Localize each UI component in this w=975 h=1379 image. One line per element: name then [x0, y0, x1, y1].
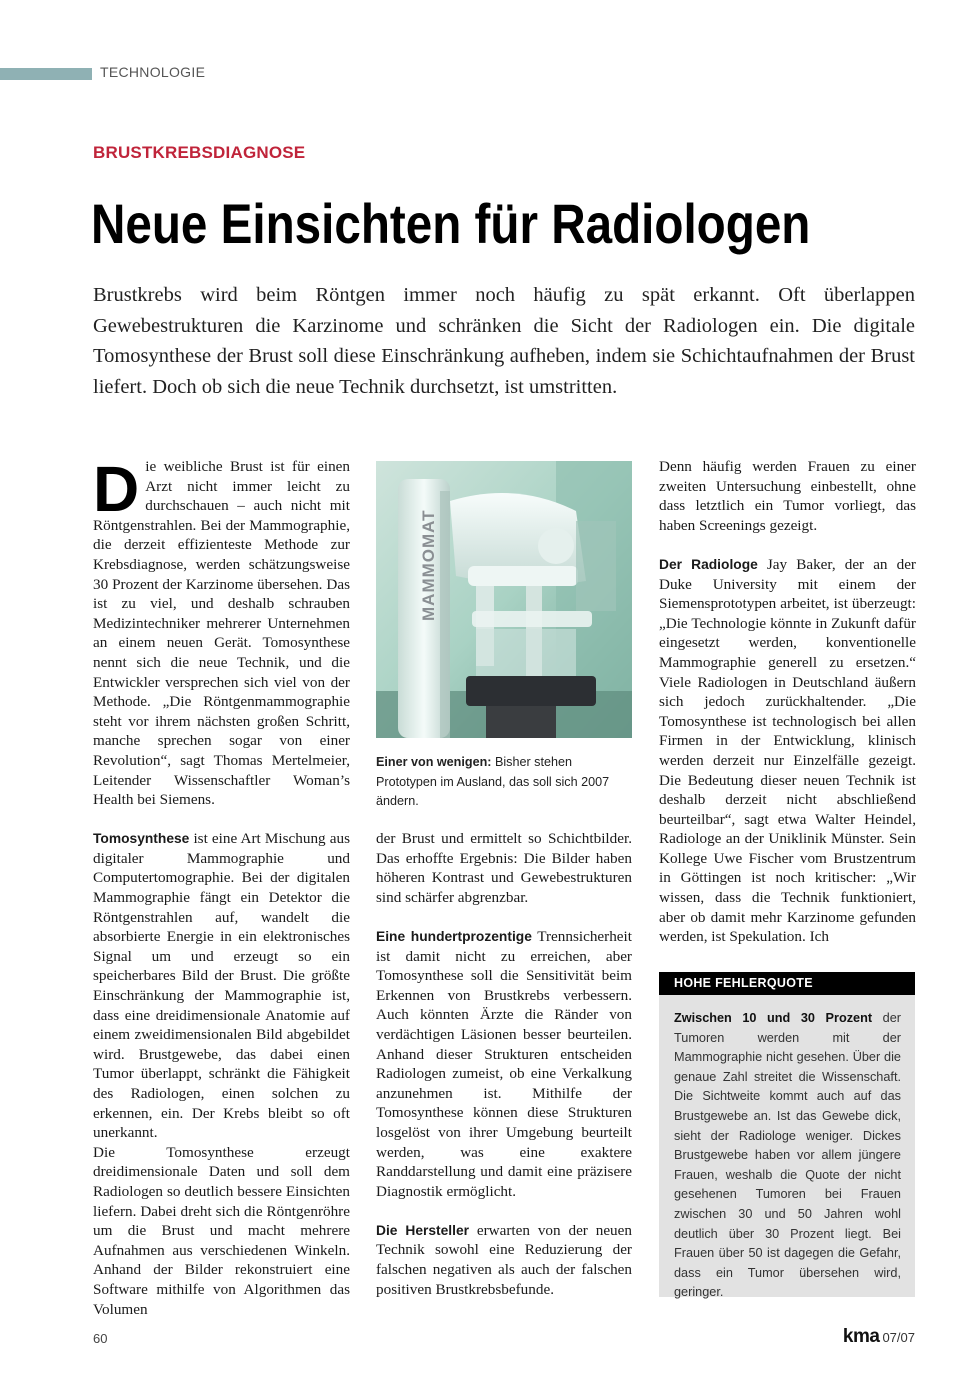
info-box-body: der Tumoren werden mit der Mammographie nicht gesehen. Über die genaue Zahl streitet die Wissenschaft. Die Sichtweite kommt auch auf das Brustgewebe an. Ist das Gewebe dick, sieht der Radiologe weniger. Dickes Brustgewebe haben vor allem jüngere Frauen, weshalb die Quote der nicht gesehenen Tumoren bei Frauen zwischen 30 und 50 Jahren wohl deutlich über 30 Prozent liegt. Bei Frauen über 50 ist dagegen die Gefahr, dass ein Tumor übersehen wird, geringer.	[674, 1011, 901, 1300]
paragraph: der Brust und ermittelt so Schichtbilder. Das erhoffte Ergebnis: Die Bilder haben höheren Kontrast und Gewebestrukturen sind schärfer abgrenzbar.	[376, 830, 632, 906]
article-kicker: BRUSTKREBSDIAGNOSE	[93, 143, 306, 162]
paragraph: Denn häufig werden Frauen zu einer zweiten Untersuchung einbestellt, ohne dass letztlich ein Tumor vorliegt, das haben Screenings gezeigt.	[659, 458, 916, 534]
magazine-footer	[843, 1326, 915, 1348]
paragraph	[93, 829, 350, 1143]
paragraph-lead-in: Der Radiologe	[659, 556, 758, 572]
caption-lead-in: Einer von wenigen:	[376, 755, 492, 769]
paragraph: Die Tomosynthese erzeugt dreidimensionale Daten und soll dem Radiologen so deutlich bessere Einsichten liefern. Dabei dreht sich die Röntgenröhre um die Brust und macht mehrere Aufnahmen aus verschiedenen Winkeln. Anhand der Bilder rekonstruiert eine Software mithilfe von Algorithmen das Volumen	[93, 1143, 350, 1318]
paragraph	[376, 1221, 632, 1299]
paragraph	[659, 555, 916, 947]
paragraph-text: erwarten von der neuen Technik sowohl eine Reduzierung der falschen negativen als auch der falschen positiven Brustkrebsbefunde.	[376, 1221, 632, 1298]
article-headline: Neue Einsichten für Radiologen	[91, 192, 811, 255]
paragraph-lead-in: Die Hersteller	[376, 1222, 470, 1238]
info-box-text	[659, 995, 915, 1303]
device-label: MAMMOMAT	[419, 509, 438, 621]
drop-cap: D	[93, 453, 140, 525]
caption-text: Bisher stehen Prototypen im Ausland, das soll sich 2007 ändern.	[376, 755, 610, 809]
paragraph-text: Jay Baker, der an der Duke University mit einem der Siemensprototypen arbeitet, ist überzeugt: „Die Technologie könnte in Zukunft dafür eingesetzt werden, konventionelle Mammographie generell zu ersetzen.“ Viele Radiologen in Deutschland äußern sich jedoch zurückhaltender. „Die Tomosynthese ist technologisch bei allen Firmen in der Entwicklung, klinisch werden derzeit nur Einzelfälle gezeigt. Die Bedeutung dieser neuen Technik ist deshalb derzeit nicht abschließend beurteilbar“, sagt etwa Walter Heindel, Radiologe an der Uniklinik Münster. Sein Kollege Uwe Fischer vom Brustzentrum in Göttingen ist noch kritischer: „Wir wissen, dass die Technik funktioniert, aber ob damit mehr Karzinome gefunden werden, ist Spekulation. Ich	[659, 555, 916, 946]
info-box-lead-in: Zwischen 10 und 30 Prozent	[674, 1011, 873, 1025]
photo-caption	[376, 753, 632, 812]
info-box-title: HOHE FEHLERQUOTE	[659, 972, 915, 995]
article-lead: Brustkrebs wird beim Röntgen immer noch häufig zu spät erkannt. Oft überlappen Gewebestrukturen die Karzinome und schränken die Sicht der Radiologen ein. Die digitale Tomosynthese der Brust soll diese Einschränkung aufheben, indem sie Schichtaufnahmen der Brust liefert. Doch ob sich die neue Technik durchsetzt, ist umstritten.	[93, 284, 915, 398]
info-box	[659, 972, 915, 1300]
paragraph	[376, 927, 632, 1201]
mammomat-photo	[376, 461, 632, 738]
text-column-1	[93, 453, 350, 1319]
paragraph-text: Trennsicherheit ist damit nicht zu erreichen, aber Tomosynthese soll die Sensitivität beim Erkennen von Brustkrebs verbessern. Auch könnten Ärzte die Ränder von verdächtigen Läsionen besser beurteilen. Anhand dieser Strukturen entscheiden Radiologen zumeist, ob eine Verkalkung anzunehmen ist. Mithilfe der Tomosynthese können diese Strukturen losgelöst von ihrer Umgebung beurteilt werden, was eine exaktere Randdarstellung und damit eine präzisere Diagnostik ermöglicht.	[376, 927, 632, 1200]
paragraph-text: ist eine Art Mischung aus digitaler Mammographie und Computertomographie. Bei der digitalen Mammographie fängt ein Detektor die Röntgenstrahlen auf, wandelt die absorbierte Energie in ein elektronisches Signal um und erzeugt so ein speicherbares Bild der Brust. Die größte Einschränkung der Mammographie ist, dass eine dreidimensionale Anatomie auf einem zweidimensionalen Bild abgebildet wird. Brustgewebe, das dabei einen Tumor überlappt, schränkt die Fähigkeit des Radiologen, einen solchen zu erkennen, ein. Der Krebs bleibt so oft unerkannt.	[93, 830, 350, 1142]
paragraph-lead-in: Eine hundertprozentige	[376, 928, 532, 944]
paragraph-text: ie weibliche Brust ist für einen Arzt nicht immer leicht zu durchschauen – auch nicht mit Röntgenstrahlen. Bei der Mammographie, die derzeit effizienteste Methode zur Krebsdiagnose, werden schätzungsweise 30 Prozent der Karzinome übersehen. Das ist zu viel, und deshalb schrauben Medizintechniker mehrerer Unternehmen an einem neuen Gerät. Tomosynthese nennt sich die neue Technik, und die Entwickler versprechen sich viel von der Methode. „Die Röntgenmammographie steht vor ihrem nächsten großen Schritt, manche sprechen sogar von einer Revolution“, sagt Thomas Mertelmeier, Leitender Wissenschaftler Woman’s Health bei Siemens.	[93, 458, 350, 809]
paragraph	[93, 453, 350, 810]
text-column-3	[659, 457, 916, 947]
kma-logo: kma	[842, 1326, 880, 1347]
text-column-2	[376, 829, 632, 1299]
section-color-bar	[0, 68, 92, 80]
page-number: 60	[93, 1331, 108, 1346]
issue-number: 07/07	[882, 1330, 915, 1345]
paragraph-lead-in: Tomosynthese	[93, 831, 190, 847]
section-label: TECHNOLOGIE	[100, 64, 206, 80]
